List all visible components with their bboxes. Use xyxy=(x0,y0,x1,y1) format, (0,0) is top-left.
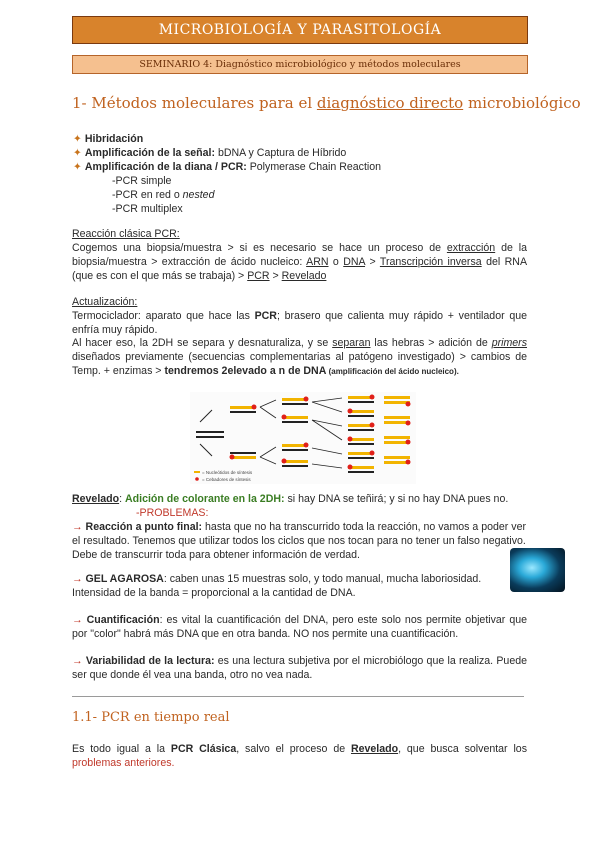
bullet-item xyxy=(73,160,381,174)
bullet-item xyxy=(73,132,143,146)
bullet-text: bDNA y Captura de Híbrido xyxy=(215,147,347,159)
text-run: GEL AGAROSA xyxy=(82,573,164,585)
text-run: PCR xyxy=(247,270,270,282)
seminar-subtitle-banner: SEMINARIO 4: Diagnóstico microbiológico y métodos moleculares xyxy=(72,55,528,74)
section-1-heading xyxy=(72,94,581,112)
text-run: problemas anteriores. xyxy=(72,757,175,769)
problem-3 xyxy=(72,613,527,641)
sub-item xyxy=(112,188,214,202)
strand-template xyxy=(348,457,374,459)
bullet-item xyxy=(73,146,346,160)
star-bullet-icon: ✦ xyxy=(73,133,82,145)
sub-item: -PCR simple xyxy=(112,175,172,187)
primer-dot xyxy=(406,440,411,445)
primer-dot xyxy=(252,405,257,410)
legend-swatch xyxy=(195,477,199,481)
text-run: si hay DNA se teñirá; y si no hay DNA pues no. xyxy=(284,493,509,505)
document-title-banner: MICROBIOLOGÍA Y PARASITOLOGÍA xyxy=(72,16,528,44)
bullet-label: Hibridación xyxy=(84,133,144,145)
strand-new xyxy=(384,396,410,399)
text-run: es una lectura subjetiva por el microbiólogo que la realiza. Puede ser que donde él vea una banda, otro no vea nada. xyxy=(72,655,527,681)
classic-pcr-title: Reacción clásica PCR: xyxy=(72,228,180,240)
heading-suffix: microbiológico xyxy=(467,94,581,112)
text-run: Revelado xyxy=(281,270,327,282)
text-run: ARN xyxy=(306,256,329,268)
strand-template xyxy=(348,415,374,417)
bullet-label: Amplificación de la señal: xyxy=(84,147,215,159)
realtime-pcr-paragraph xyxy=(72,742,527,770)
primer-dot xyxy=(406,460,411,465)
update-paragraph-1 xyxy=(72,309,527,337)
strand-new xyxy=(384,436,410,439)
update-title: Actualización: xyxy=(72,296,138,308)
arrow-icon: → xyxy=(72,614,83,626)
legend-label-2: = Cebadores de síntesis xyxy=(202,477,251,482)
text-run: separan xyxy=(332,337,371,349)
text-run: , que busca solventar los xyxy=(398,743,527,755)
primer-dot xyxy=(230,455,235,460)
text-run: Revelado xyxy=(72,493,120,505)
text-run: (amplificación del ácido nucleico). xyxy=(326,367,459,376)
text-run: : xyxy=(119,493,125,505)
text-run: ; brasero que calienta muy rápido + ventilador que enfría muy rápido. xyxy=(72,310,528,336)
primer-dot xyxy=(370,395,375,400)
text-run: diseñados previamente (secuencias complementarias al patógeno investigado) > cambios de Temp. + enzimas > xyxy=(72,351,527,377)
text-run: de la biopsia/muestra > extracción de ácido nucleico: xyxy=(72,242,528,268)
text-run: PCR Clásica xyxy=(170,743,237,755)
text-run: tendremos 2elevado a n de DNA xyxy=(164,365,327,377)
strand-template xyxy=(230,452,256,454)
section-1-1-heading: 1.1- PCR en tiempo real xyxy=(72,710,230,725)
heading-prefix: 1- Métodos moleculares para el xyxy=(72,94,313,112)
section-divider xyxy=(72,696,524,697)
text-run: Al hacer eso, la 2DH se separa y desnaturaliza, y se xyxy=(72,337,333,349)
strand-template xyxy=(348,401,374,403)
problem-1 xyxy=(72,520,527,562)
strand-template xyxy=(230,411,256,413)
text-run: primers xyxy=(491,337,528,349)
strand-template xyxy=(348,429,374,431)
nested-word: nested xyxy=(182,189,215,201)
primer-dot xyxy=(304,397,309,402)
text-run: Adición de colorante en la 2DH: xyxy=(125,493,285,505)
text-run: DNA xyxy=(343,256,366,268)
primer-dot xyxy=(370,423,375,428)
text-run: > xyxy=(365,256,380,268)
text-run: PCR xyxy=(254,310,277,322)
star-bullet-icon: ✦ xyxy=(73,147,82,159)
text-run: hasta que no ha transcurrido toda la reacción, no vamos a poder ver el resultado. Tenemos que utilizar todos los ciclos que nos tocan para no tener un falso negativo. Debe de transcurrir toda para obtener información de verdad. xyxy=(72,521,526,561)
star-bullet-icon: ✦ xyxy=(73,161,82,173)
primer-dot xyxy=(406,402,411,407)
text-run: Cogemos una biopsia/muestra > si es necesario se hace un proceso de xyxy=(72,242,447,254)
primer-dot xyxy=(304,443,309,448)
legend-label-1: = Nucleótidos de síntesis xyxy=(202,470,253,475)
bullet-text: Polymerase Chain Reaction xyxy=(246,161,382,173)
arrow-icon: → xyxy=(72,521,83,533)
problem-2 xyxy=(72,572,504,600)
text-run: Cuantificación xyxy=(82,614,160,626)
text-run: , salvo el proceso de xyxy=(236,743,351,755)
primer-dot xyxy=(348,409,353,414)
strand-template xyxy=(282,421,308,423)
primer-dot xyxy=(282,459,287,464)
classic-pcr-paragraph xyxy=(72,241,527,283)
revelado-line xyxy=(72,492,508,506)
update-paragraph-2 xyxy=(72,336,527,379)
text-run: o xyxy=(328,256,344,268)
text-run: Termociclador: aparato que hace las xyxy=(72,310,255,322)
pcr-amplification-diagram xyxy=(190,392,416,484)
primer-dot xyxy=(348,465,353,470)
strand-template xyxy=(282,465,308,467)
text-run: : caben unas 15 muestras solo, y todo manual, mucha laboriosidad. Intensidad de la banda = proporcional a la cantidad de DNA. xyxy=(72,573,482,599)
text-run: Revelado xyxy=(350,743,399,755)
primer-dot xyxy=(370,451,375,456)
text-run: : es vital la cuantificación del DNA, pero este solo nos permite objetivar que por "color" habrá más DNA que en otra banda. NO nos permite una cuantificación. xyxy=(72,614,527,640)
legend-swatch xyxy=(194,471,200,473)
primer-dot xyxy=(282,415,287,420)
problem-4 xyxy=(72,654,527,682)
text-run: Es todo igual a la xyxy=(72,743,171,755)
text-run: las hebras > adición de xyxy=(370,337,492,349)
text-run: Transcripción inversa xyxy=(379,256,482,268)
strand-template xyxy=(282,403,308,405)
text-run: Reacción a punto final: xyxy=(82,521,203,533)
agarose-gel-image xyxy=(510,548,565,592)
text-run: > xyxy=(269,270,282,282)
sub-item-text: -PCR en red o xyxy=(112,189,183,201)
strand-template xyxy=(348,443,374,445)
arrow-icon: → xyxy=(72,655,83,667)
text-run: Variabilidad de la lectura: xyxy=(82,655,215,667)
sub-item: -PCR multiplex xyxy=(112,203,183,215)
text-run: del RNA (que es con el que más se trabaja) > xyxy=(72,256,528,282)
primer-dot xyxy=(348,437,353,442)
problems-label: -PROBLEMAS: xyxy=(136,507,209,519)
primer-dot xyxy=(406,421,411,426)
text-run: extracción xyxy=(446,242,496,254)
strand-new xyxy=(384,416,410,419)
strand-template xyxy=(282,449,308,451)
strand-template xyxy=(348,471,374,473)
arrow-icon: → xyxy=(72,573,83,585)
bullet-label: Amplificación de la diana / PCR: xyxy=(84,161,247,173)
strand-new xyxy=(384,456,410,459)
heading-underlined: diagnóstico directo xyxy=(316,94,464,112)
